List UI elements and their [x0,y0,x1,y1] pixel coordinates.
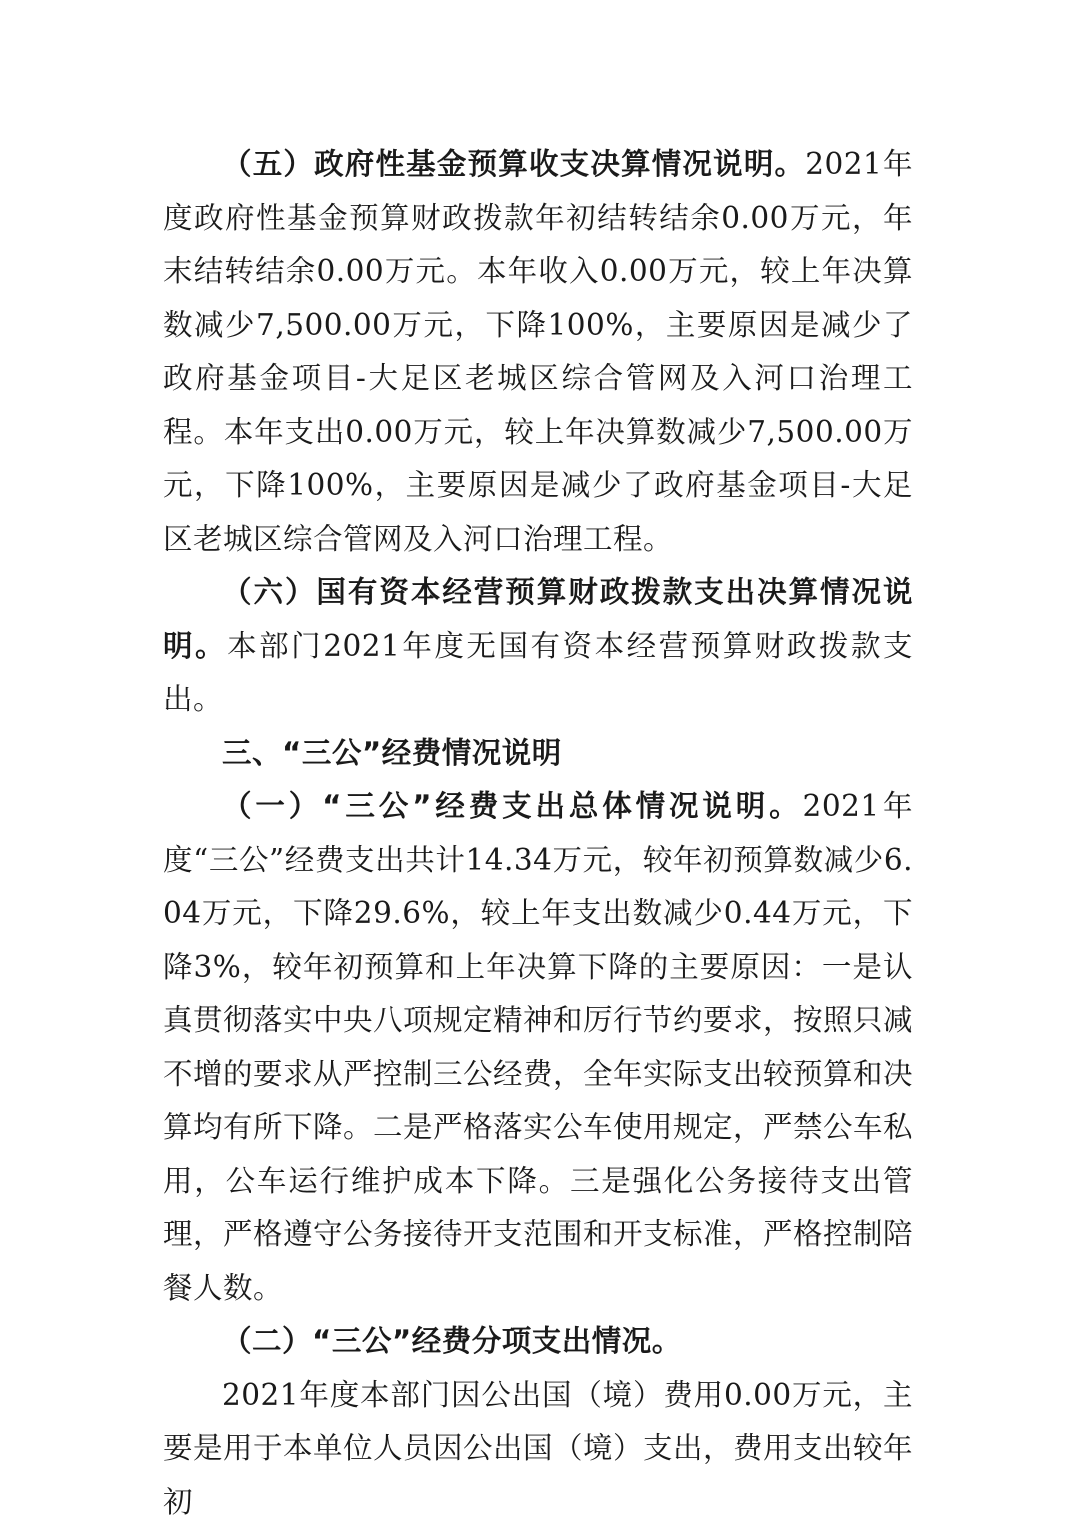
three-public-overview-body: 2021年度“三公”经费支出共计14.34万元，较年初预算数减少6.04万元，下降29.6%，较上年支出数减少0.44万元，下降3%，较年初预算和上年决算下降的主要原因：一是认真贯彻落实中央八项规定精神和厉行节约要求，按照只减不增的要求从严控制三公经费，全年实际支出较预算和决算均有所下降。二是严格落实公车使用规定，严禁公车私用，公车运行维护成本下降。三是强化公务接待支出管理，严格遵守公务接待开支范围和开支标准，严格控制陪餐人数。 [163,789,913,1305]
section-six-paragraph [163,566,913,727]
three-public-overview-lead: （一）“三公”经费支出总体情况说明。 [222,789,803,823]
three-public-overview-paragraph [163,780,913,1315]
document-page [163,138,913,1529]
section-three-heading: 三、“三公”经费情况说明 [163,727,913,781]
three-public-itemized-paragraph [163,1315,913,1369]
section-six-lead: （六）国有资本经营预算财政拨款支出决算情况说明。 [163,575,913,663]
section-five-body: 2021年度政府性基金预算财政拨款年初结转结余0.00万元，年末结转结余0.00万元。本年收入0.00万元，较上年决算数减少7,500.00万元，下降100%，主要原因是减少了政府基金项目-大足区老城区综合管网及入河口治理工程。本年支出0.00万元，较上年决算数减少7,500.00万元，下降100%，主要原因是减少了政府基金项目-大足区老城区综合管网及入河口治理工程。 [163,147,913,556]
section-five-paragraph [163,138,913,566]
section-six-body: 本部门2021年度无国有资本经营预算财政拨款支出。 [163,629,913,717]
three-public-itemized-lead: （二）“三公”经费分项支出情况。 [222,1324,682,1358]
abroad-expense-paragraph: 2021年度本部门因公出国（境）费用0.00万元，主要是用于本单位人员因公出国（境）支出，费用支出较年初 [163,1369,913,1529]
section-five-lead: （五）政府性基金预算收支决算情况说明。 [222,147,805,181]
